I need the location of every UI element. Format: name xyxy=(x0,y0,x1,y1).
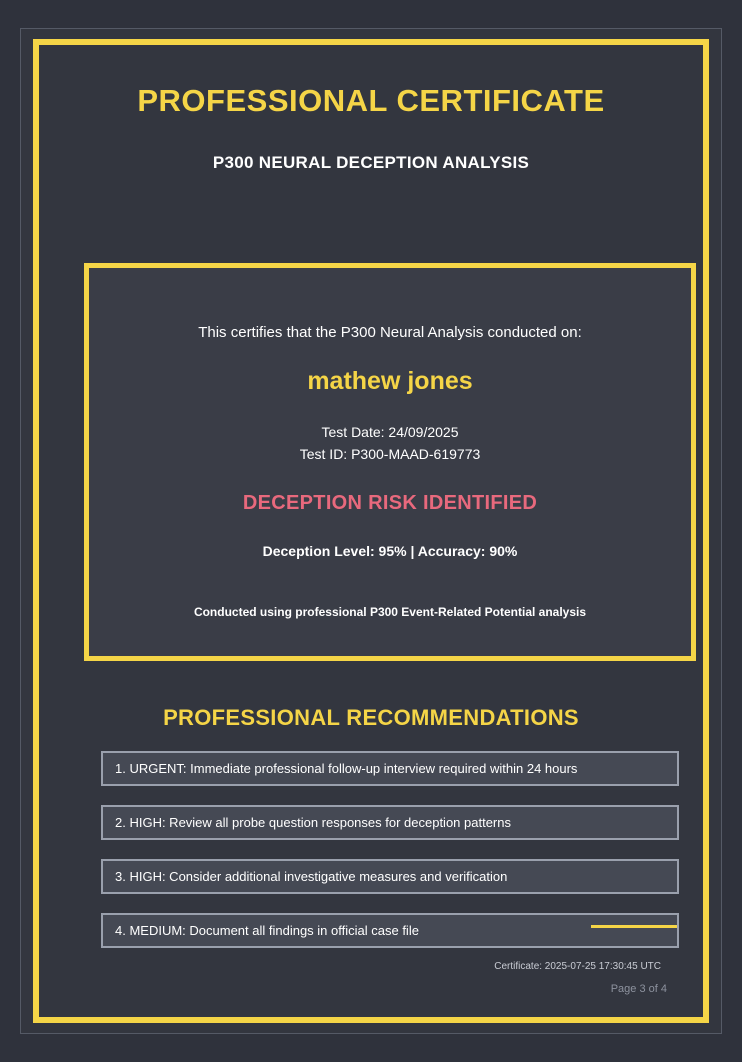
test-id: Test ID: P300-MAAD-619773 xyxy=(299,446,481,462)
methodology-note: Conducted using professional P300 Event-Related Potential analysis xyxy=(193,605,587,619)
status-badge: DECEPTION RISK IDENTIFIED xyxy=(242,492,538,514)
list-item: 1. URGENT: Immediate professional follow-up interview required within 24 hours xyxy=(101,751,679,786)
list-item: 3. HIGH: Consider additional investigative measures and verification xyxy=(101,859,679,894)
certificate-content xyxy=(39,45,703,1017)
page-subtitle: P300 NEURAL DECEPTION ANALYSIS xyxy=(212,153,530,172)
certificate-detail-box xyxy=(84,263,696,661)
page-title: PROFESSIONAL CERTIFICATE xyxy=(137,83,605,118)
list-item: 2. HIGH: Review all probe question responses for deception patterns xyxy=(101,805,679,840)
recommendations-list xyxy=(101,751,679,967)
test-date: Test Date: 24/09/2025 xyxy=(321,424,459,440)
recommendations-heading: PROFESSIONAL RECOMMENDATIONS xyxy=(163,705,579,730)
certifies-statement: This certifies that the P300 Neural Analysis conducted on: xyxy=(198,324,582,341)
list-item: 4. MEDIUM: Document all findings in official case file xyxy=(101,913,679,948)
page-number: Page 3 of 4 xyxy=(610,983,667,995)
gold-accent-line xyxy=(591,925,677,928)
certificate-gold-frame xyxy=(33,39,709,1023)
certificate-timestamp: Certificate: 2025-07-25 17:30:45 UTC xyxy=(494,961,661,972)
certificate-outer-panel xyxy=(20,28,722,1034)
subject-name: mathew jones xyxy=(307,367,473,395)
deception-accuracy-levels: Deception Level: 95% | Accuracy: 90% xyxy=(262,543,518,559)
certificate-detail-content xyxy=(89,268,691,619)
